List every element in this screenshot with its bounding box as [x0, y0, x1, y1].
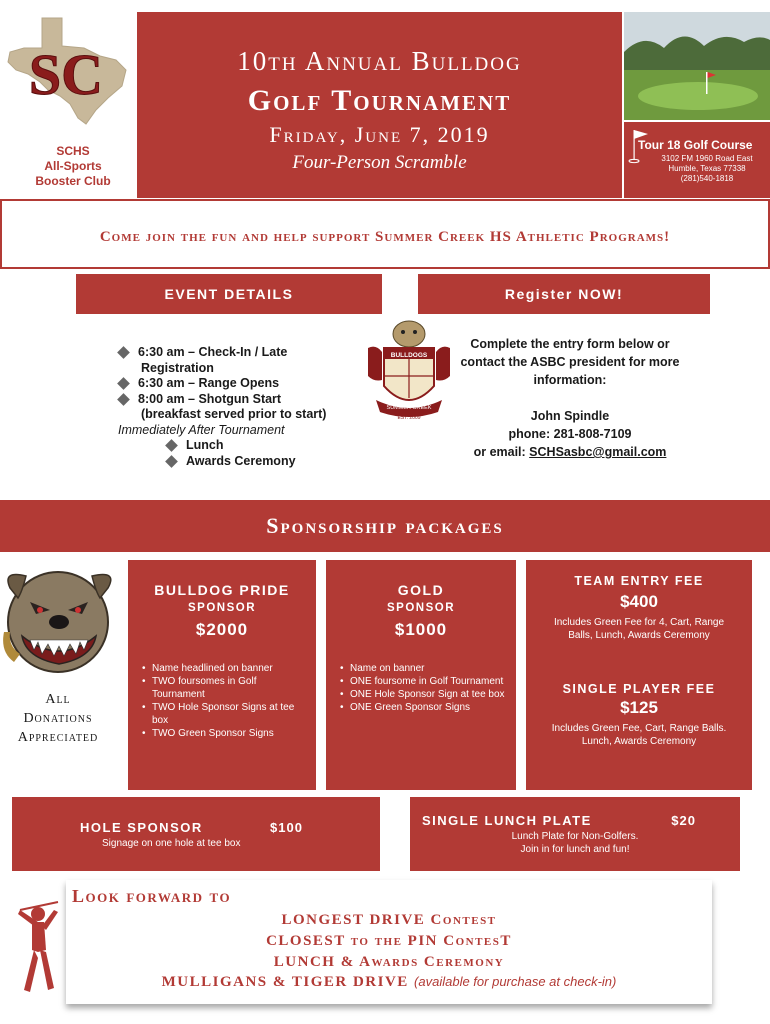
title-line-2: Golf Tournament: [247, 84, 512, 117]
diamond-bullet-icon: [165, 455, 178, 468]
benefit-item: • TWO Green Sponsor Signs: [142, 727, 306, 740]
contact-email-link[interactable]: SCHSasbc@gmail.com: [529, 445, 667, 459]
diamond-bullet-icon: [117, 346, 130, 359]
look-forward-box: [66, 880, 712, 1004]
course-phone: (281)540-1818: [680, 174, 734, 183]
team-fee-price: $400: [620, 592, 658, 611]
contact-name: John Spindle: [530, 409, 610, 423]
look-forward-title: Look forward to: [72, 886, 232, 906]
schedule-text: Lunch: [186, 438, 224, 452]
package-price: $2000: [195, 620, 249, 639]
single-fee-title: SINGLE PLAYER FEE: [562, 682, 716, 696]
booster-line: Booster Club: [35, 174, 111, 188]
donations-line: Donations: [23, 711, 93, 726]
donations-line: Appreciated: [17, 730, 99, 745]
package-benefits: [340, 662, 506, 714]
highlight-line: LUNCH & Awards Ceremony: [273, 954, 505, 970]
lunch-desc-line: Join in for lunch and fun!: [520, 844, 630, 855]
benefit-item: • Name headlined on banner: [142, 662, 306, 675]
schedule-item: [116, 376, 366, 392]
donations-appreciated: [2, 690, 114, 747]
contact-phone: phone: 281-808-7109: [508, 427, 632, 441]
school-logo: [4, 12, 136, 130]
gold-package: [326, 560, 516, 790]
schedule-item: [116, 454, 366, 470]
lunch-desc-line: Lunch Plate for Non-Golfers.: [511, 831, 639, 842]
diamond-bullet-icon: [117, 393, 130, 406]
package-name: BULLDOG PRIDE: [154, 582, 290, 598]
purchase-note: (available for purchase at check-in): [414, 974, 617, 989]
address-line: Humble, Texas 77338: [668, 164, 746, 173]
donations-line: All: [45, 692, 71, 707]
schedule-text: 8:00 am – Shotgun Start: [138, 391, 282, 406]
package-sub: SPONSOR: [187, 602, 256, 614]
event-details-header: EVENT DETAILS: [76, 274, 382, 314]
address-line: 3102 FM 1960 Road East: [661, 154, 753, 163]
team-fee-desc: Includes Green Fee for 4, Cart, Range Balls, Lunch, Awards Ceremony: [553, 617, 725, 641]
lunch-plate-box: [410, 797, 740, 871]
event-date: Friday, June 7, 2019: [269, 122, 490, 147]
sponsorship-banner: Sponsorship packages: [0, 500, 770, 552]
event-schedule: [116, 345, 366, 469]
lunch-price: $20: [671, 813, 696, 828]
after-tournament-label: Immediately After Tournament: [118, 422, 285, 437]
package-name: GOLD: [397, 582, 445, 598]
mulligans-text: MULLIGANS & TIGER DRIVE: [161, 974, 409, 990]
entry-fees-panel: [526, 560, 752, 790]
tagline: Come join the fun and help support Summer Creek HS Athletic Programs!: [99, 229, 671, 245]
highlight-line: CLOSEST to the PIN ContesT: [266, 933, 512, 949]
title-line-1: 10th Annual Bulldog: [237, 46, 522, 76]
single-fee-desc: Includes Green Fee, Cart, Range Balls. Lunch, Awards Ceremony: [551, 723, 727, 747]
schedule-text: 6:30 am – Range Opens: [138, 376, 280, 390]
hole-sponsor-price: $100: [270, 820, 303, 835]
schedule-text-cont: Registration: [141, 360, 214, 375]
course-info-panel: [624, 122, 770, 198]
benefit-item: • ONE Green Sponsor Signs: [340, 701, 506, 714]
bulldog-pride-package: [128, 560, 316, 790]
email-label: or email:: [473, 445, 530, 459]
event-format: Four-Person Scramble: [292, 152, 467, 173]
team-fee-title: TEAM ENTRY FEE: [574, 574, 704, 588]
hole-sponsor-title: HOLE SPONSOR: [80, 820, 203, 835]
booster-club-name: [20, 144, 126, 189]
golfer-icon: [8, 900, 62, 994]
schedule-text: 6:30 am – Check-In / Late: [138, 345, 288, 359]
diamond-bullet-icon: [165, 439, 178, 452]
package-price: $1000: [394, 620, 448, 639]
title-banner: [137, 12, 622, 198]
crest-text: SUMMER CREEK: [386, 405, 432, 411]
bulldog-mascot-image: [0, 562, 120, 680]
course-name: Tour 18 Golf Course: [638, 138, 753, 152]
contact-email-row: [450, 443, 690, 461]
benefit-item: • TWO Hole Sponsor Signs at tee box: [142, 701, 306, 727]
schedule-text: Awards Ceremony: [186, 453, 296, 468]
register-header: Register NOW!: [418, 274, 710, 314]
logo-letters: SC: [28, 42, 104, 107]
benefit-item: • ONE Hole Sponsor Sign at tee box: [340, 688, 506, 701]
booster-line: SCHS: [56, 144, 90, 158]
hole-sponsor-desc: Signage on one hole at tee box: [102, 838, 241, 849]
benefit-item: • TWO foursomes in Golf Tournament: [142, 675, 306, 701]
lunch-title: SINGLE LUNCH PLATE: [422, 813, 592, 828]
lunch-desc: [410, 830, 740, 856]
register-info: [450, 335, 690, 461]
crest-text: EST. 2009: [397, 415, 421, 421]
booster-line: All-Sports: [44, 159, 102, 173]
benefit-item: • ONE foursome in Golf Tournament: [340, 675, 506, 688]
benefit-item: • Name on banner: [340, 662, 506, 675]
schedule-item: [116, 345, 366, 361]
hole-sponsor-box: [12, 797, 380, 871]
package-sub: SPONSOR: [386, 602, 455, 614]
highlight-line: [66, 974, 712, 991]
crest-text: BULLDOGS: [390, 352, 428, 359]
diamond-bullet-icon: [117, 377, 130, 390]
bulldog-crest-logo: [366, 318, 452, 424]
course-address: [648, 154, 766, 184]
package-benefits: [142, 662, 306, 740]
schedule-item: [116, 392, 366, 408]
schedule-item: [116, 438, 366, 454]
golf-course-photo: [624, 12, 770, 120]
single-fee-price: $125: [620, 698, 658, 717]
register-text: Complete the entry form below or contact the ASBC president for more information:: [460, 337, 680, 387]
highlight-line: LONGEST DRIVE Contest: [281, 912, 497, 928]
tagline-box: [0, 199, 770, 269]
schedule-text-cont: (breakfast served prior to start): [141, 407, 327, 421]
